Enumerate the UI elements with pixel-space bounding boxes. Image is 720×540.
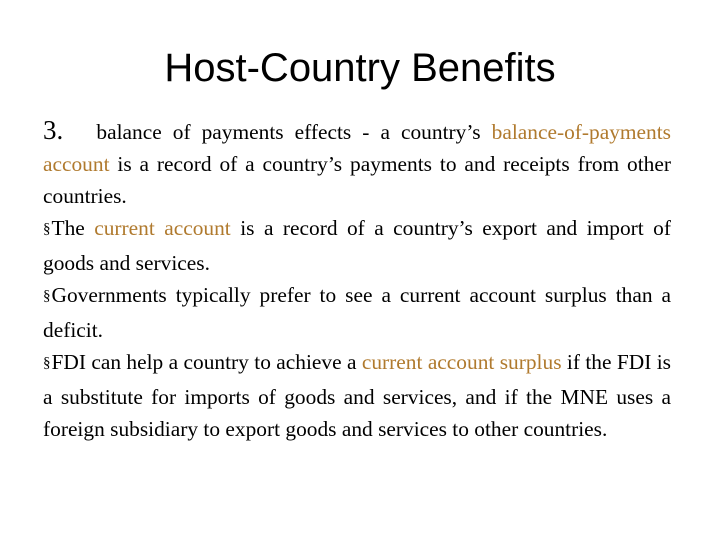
intro-rest-text: is a record of a country’s payments to and receipts from other countries. bbox=[43, 152, 671, 208]
bullet-pre-text: FDI can help a country to achieve a bbox=[51, 350, 362, 374]
bullet-highlight-term: current account surplus bbox=[361, 350, 562, 374]
intro-dash-text: - a country’s bbox=[351, 120, 492, 144]
bullet-pre-text: The bbox=[51, 216, 95, 240]
intro-topic: balance of payments effects bbox=[96, 120, 352, 144]
bullet-icon: § bbox=[43, 355, 51, 371]
intro-highlight-term: balance-of-payments account bbox=[43, 120, 672, 176]
slide-title: Host-Country Benefits bbox=[164, 46, 556, 90]
bullet-post-text: is a record of a country’s export and import of goods and services. bbox=[43, 216, 671, 275]
item-number: 3. bbox=[43, 115, 64, 145]
bullet-highlight-term: current account bbox=[94, 216, 231, 240]
bullet-post-text: if the FDI is a substitute for imports of goods and services, and if the MNE uses a foreign subsidiary to export goods and services to other countries. bbox=[43, 350, 671, 441]
bullet-item-governments bbox=[43, 279, 671, 346]
bullet-icon: § bbox=[43, 288, 51, 304]
bullet-item-current-account bbox=[43, 212, 671, 279]
bullet-icon: § bbox=[43, 221, 51, 237]
bullet-item-fdi bbox=[43, 346, 671, 445]
intro-paragraph bbox=[43, 114, 671, 212]
bullet-pre-text: Governments typically prefer to see a current account surplus than a deficit. bbox=[43, 283, 671, 342]
slide-body bbox=[43, 114, 671, 445]
